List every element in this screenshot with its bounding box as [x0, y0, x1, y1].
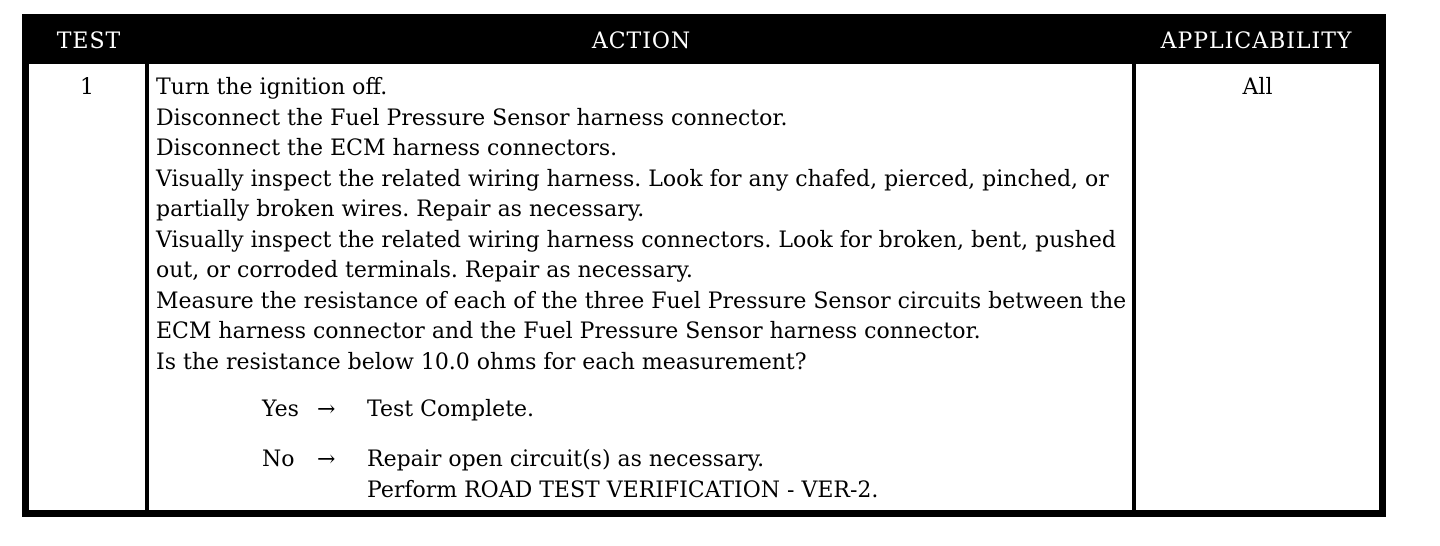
answer-no-result [367, 445, 878, 506]
header-action: ACTION [591, 29, 692, 54]
answer-yes [262, 395, 534, 426]
action-instructions [156, 73, 1128, 378]
result-line: Test Complete. [367, 397, 535, 422]
action-line: partially broken wires. Repair as necessary. [156, 197, 645, 222]
action-line: Measure the resistance of each of the three Fuel Pressure Sensor circuits between the [156, 288, 1127, 314]
right-arrow-icon: → [317, 397, 336, 422]
result-line: Repair open circuit(s) as necessary. [367, 447, 765, 472]
header-test: TEST [56, 29, 122, 54]
action-line: Turn the ignition off. [156, 75, 388, 100]
header-applicability: APPLICABILITY [1160, 29, 1353, 54]
answer-no-label: No [262, 447, 295, 472]
cell-applicability [1136, 64, 1379, 510]
action-question: Is the resistance below 10.0 ohms for each measurement? [156, 349, 807, 375]
cell-test-number [29, 64, 145, 510]
table-header-row [29, 21, 1379, 62]
action-line: ECM harness connector and the Fuel Pressure Sensor harness connector. [156, 319, 981, 344]
applicability-value: All [1242, 75, 1273, 100]
result-line: Perform ROAD TEST VERIFICATION - VER-2. [367, 477, 879, 503]
answer-no [262, 445, 878, 506]
action-line: Disconnect the Fuel Pressure Sensor harness connector. [156, 105, 788, 131]
cell-action [149, 64, 1132, 510]
action-line: out, or corroded terminals. Repair as necessary. [156, 258, 693, 283]
answer-yes-result [367, 395, 534, 426]
right-arrow-icon: → [317, 447, 336, 472]
test-number: 1 [80, 75, 94, 100]
action-line: Visually inspect the related wiring harness. Look for any chafed, pierced, pinched, or [156, 166, 1109, 192]
answer-yes-label: Yes [262, 397, 299, 422]
action-line: Disconnect the ECM harness connectors. [156, 136, 618, 161]
diagnostic-test-table [22, 14, 1386, 517]
action-line: Visually inspect the related wiring harness connectors. Look for broken, bent, pushed [156, 227, 1116, 253]
